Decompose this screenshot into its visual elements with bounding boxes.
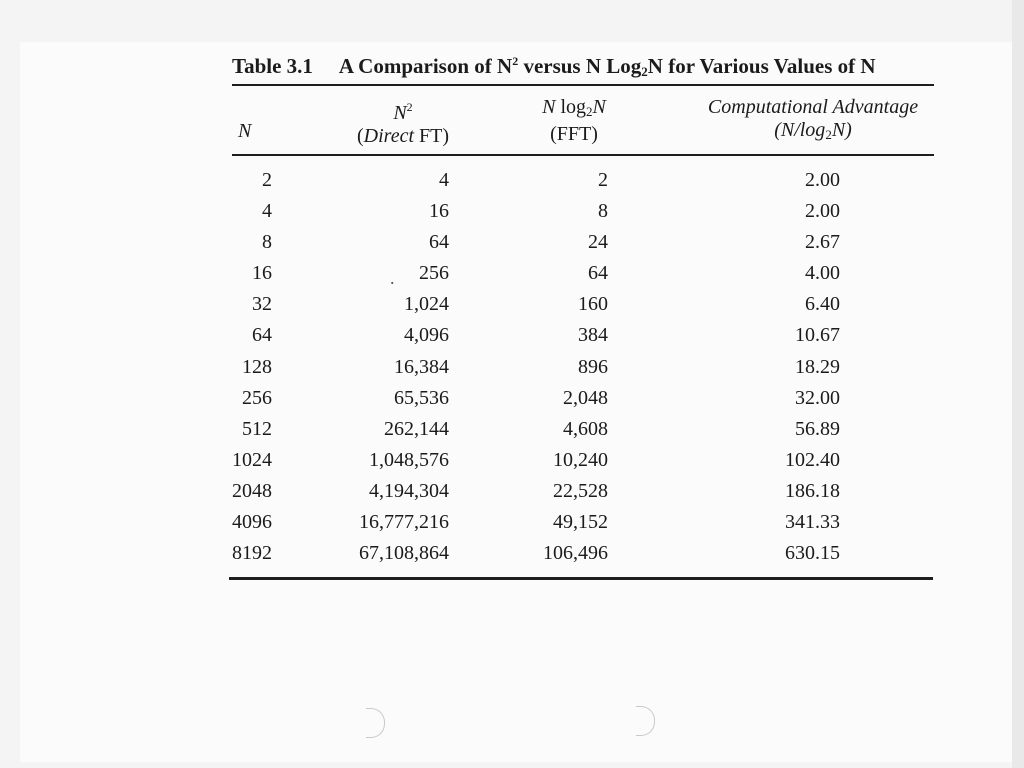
top-rule: [232, 84, 934, 86]
header-advantage: [690, 96, 936, 146]
cell-advantage: 341.33: [785, 511, 840, 534]
cell-direct: 16: [429, 200, 449, 223]
cell-advantage: 56.89: [795, 417, 840, 440]
caption-suffix: N for Various Values of N: [647, 54, 876, 78]
cell-n: 16: [252, 262, 272, 285]
cell-advantage: 2.00: [805, 200, 840, 223]
cell-fft: 106,496: [543, 542, 608, 565]
cell-n: 256: [242, 386, 272, 409]
cell-direct: 4,194,304: [369, 479, 449, 502]
table-row: [0, 324, 1024, 355]
cell-n: 4: [262, 200, 272, 223]
table-row: [0, 293, 1024, 324]
header-n: [238, 120, 251, 143]
table-row: [0, 480, 1024, 511]
stray-mark: .: [390, 268, 395, 288]
header-fft-line2: (FFT): [550, 123, 598, 145]
header-direct-rest: FT): [414, 125, 450, 147]
cell-n: 2: [262, 169, 272, 191]
cell-direct: 1,024: [404, 293, 449, 316]
header-direct-sup: 2: [406, 100, 413, 114]
header-fft: N $\log_2N$ (FFT): [524, 96, 624, 146]
table-row: [0, 262, 1024, 293]
table-row: [0, 231, 1024, 262]
caption-prefix: A Comparison of N: [338, 54, 513, 78]
cell-advantage: 630.15: [785, 542, 840, 565]
cell-n: 2048: [232, 479, 272, 502]
cell-direct: 256: [419, 262, 449, 285]
cell-n: 64: [252, 324, 272, 347]
header-n-label: N: [238, 120, 252, 142]
bottom-rule: [229, 577, 933, 580]
cell-fft: 49,152: [553, 511, 608, 534]
cell-advantage: 4.00: [805, 262, 840, 285]
cell-fft: 8: [598, 200, 608, 223]
table-row: [0, 356, 1024, 387]
cell-fft: 22,528: [553, 479, 608, 502]
header-advantage-a: (N/log: [774, 119, 826, 141]
cell-advantage: 6.40: [805, 293, 840, 316]
header-advantage-b: N): [831, 119, 852, 141]
cell-fft: 896: [578, 355, 608, 378]
cell-fft: 384: [578, 324, 608, 347]
cell-fft: 24: [588, 231, 608, 254]
header-advantage-sub: 2: [825, 127, 832, 142]
cell-direct: 16,777,216: [359, 511, 449, 534]
caption-superscript: 2: [512, 54, 519, 68]
cell-n: 1024: [232, 448, 272, 471]
header-rule: [232, 154, 934, 156]
cell-n: 512: [242, 417, 272, 440]
header-direct: $N^2$ (Direct FT): [356, 100, 450, 147]
cell-advantage: 2.00: [805, 169, 840, 191]
cell-advantage: 32.00: [795, 386, 840, 409]
table-row: [0, 542, 1024, 573]
cell-direct: 4: [439, 169, 449, 191]
cell-n: 128: [242, 355, 272, 378]
table-row: [0, 418, 1024, 449]
header-fft-n: N: [592, 96, 606, 118]
table-row: [0, 449, 1024, 480]
header-direct-italic: Direct: [363, 125, 415, 147]
cell-direct: 64: [429, 231, 449, 254]
header-advantage-line1: Computational Advantage: [707, 96, 919, 118]
table-row: [0, 387, 1024, 418]
cell-advantage: 2.67: [805, 231, 840, 254]
table-body: [0, 169, 1024, 573]
cell-direct: 16,384: [394, 355, 449, 378]
cell-n: 32: [252, 293, 272, 316]
cell-direct: 1,048,576: [369, 448, 449, 471]
cell-n: 8: [262, 231, 272, 254]
cell-fft: 64: [588, 262, 608, 285]
cell-n: 8192: [232, 542, 272, 565]
header-fft-sub: 2: [586, 104, 593, 119]
cell-fft: 10,240: [553, 448, 608, 471]
table-caption: [232, 54, 876, 80]
cell-advantage: 10.67: [795, 324, 840, 347]
table-row: [0, 200, 1024, 231]
caption-middle: versus N Log: [518, 54, 642, 78]
cell-fft: 2,048: [563, 386, 608, 409]
cell-advantage: 186.18: [785, 479, 840, 502]
cell-direct: 65,536: [394, 386, 449, 409]
table-row: [0, 169, 1024, 200]
caption-subscript: 2: [641, 64, 648, 79]
cell-n: 4096: [232, 511, 272, 534]
cell-advantage: 18.29: [795, 355, 840, 378]
cell-direct: 262,144: [384, 417, 449, 440]
cell-direct: 4,096: [404, 324, 449, 347]
table-row: [0, 511, 1024, 542]
table-number: Table 3.1: [232, 54, 313, 78]
cell-fft: 2: [598, 169, 608, 191]
header-direct-base: N: [393, 102, 407, 124]
cell-fft: 4,608: [563, 417, 608, 440]
cell-fft: 160: [578, 293, 608, 316]
cell-direct: 67,108,864: [359, 542, 449, 565]
cell-advantage: 102.40: [785, 448, 840, 471]
